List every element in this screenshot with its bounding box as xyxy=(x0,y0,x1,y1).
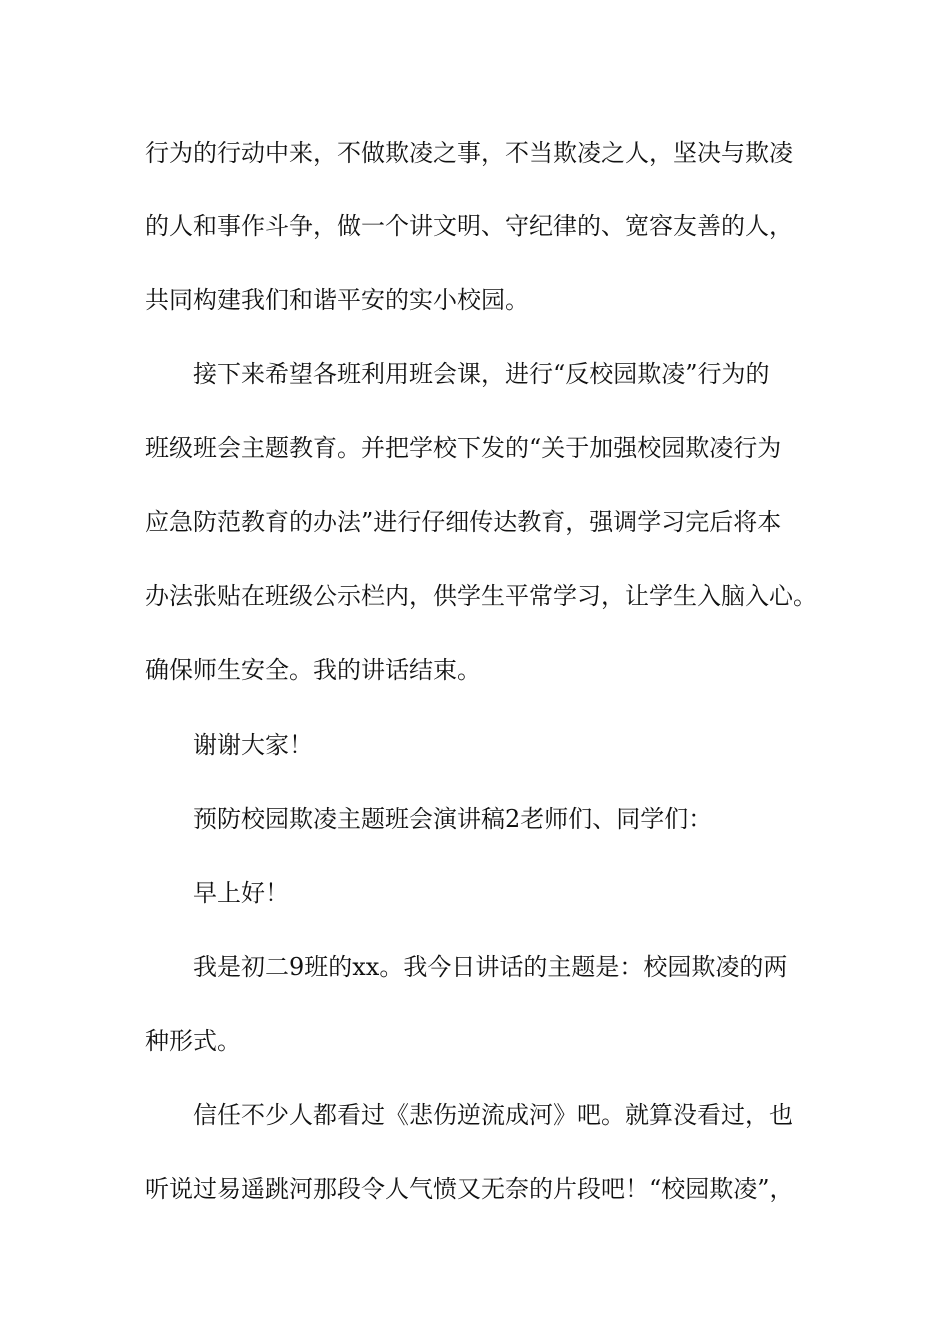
text-line-1: 行为的行动中来，不做欺凌之事，不当欺凌之人，坚决与欺凌 xyxy=(145,139,793,167)
text-line-14: 信任不少人都看过《悲伤逆流成河》吧。就算没看过，也 xyxy=(193,1101,793,1129)
text-line-10: 预防校园欺凌主题班会演讲稿2老师们、同学们： xyxy=(193,805,713,833)
text-line-6: 应急防范教育的办法”进行仔细传达教育，强调学习完后将本 xyxy=(145,508,782,536)
text-line-9: 谢谢大家！ xyxy=(193,731,313,759)
text-line-2: 的人和事作斗争，做一个讲文明、守纪律的、宽容友善的人， xyxy=(145,212,793,240)
text-line-3: 共同构建我们和谐平安的实小校园。 xyxy=(145,286,529,314)
text-line-12: 我是初二9班的xx。我今日讲话的主题是：校园欺凌的两 xyxy=(193,953,788,981)
text-line-5: 班级班会主题教育。并把学校下发的“关于加强校园欺凌行为 xyxy=(145,434,782,462)
text-line-15: 听说过易遥跳河那段令人气愤又无奈的片段吧！“校园欺凌”， xyxy=(145,1175,794,1203)
text-line-8: 确保师生安全。我的讲话结束。 xyxy=(145,656,481,684)
text-line-4: 接下来希望各班利用班会课，进行“反校园欺凌”行为的 xyxy=(193,360,770,388)
text-line-13: 种形式。 xyxy=(145,1027,241,1055)
text-line-11: 早上好！ xyxy=(193,879,289,907)
text-line-7: 办法张贴在班级公示栏内，供学生平常学习，让学生入脑入心。 xyxy=(145,582,817,610)
